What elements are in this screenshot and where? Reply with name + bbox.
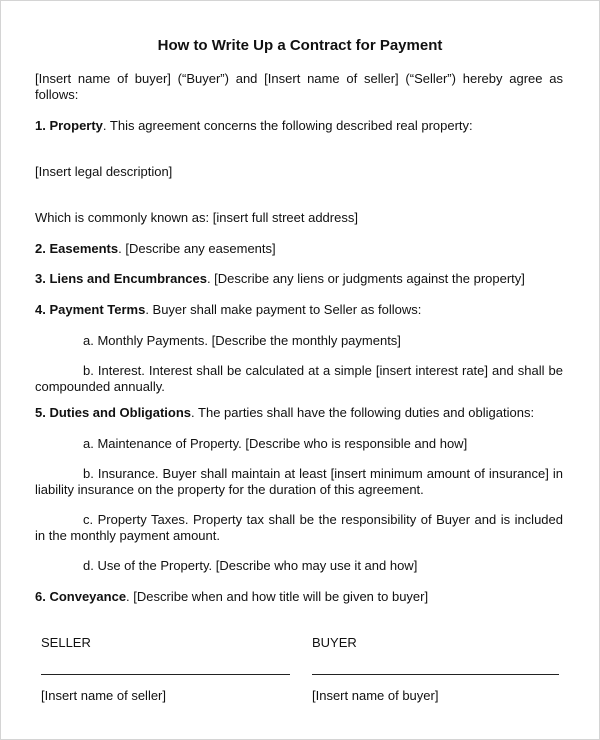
subsection-text: c. Property Taxes. Property tax shall be the responsibility of Buyer and is included in the monthly payment amount. — [35, 512, 563, 543]
subsection-monthly-payments — [35, 333, 563, 349]
document-title: How to Write Up a Contract for Payment — [157, 37, 443, 54]
section-text: . This agreement concerns the following described real property: — [102, 118, 473, 133]
section-text: . Buyer shall make payment to Seller as follows: — [145, 302, 422, 317]
section-text: . [Describe when and how title will be given to buyer] — [126, 589, 429, 604]
section-payment-terms — [35, 302, 563, 318]
section-text: . [Describe any easements] — [118, 241, 276, 256]
section-text: . [Describe any liens or judgments against the property] — [206, 271, 525, 286]
street-address-line: Which is commonly known as: [insert full street address] — [35, 210, 358, 225]
seller-name: [Insert name of seller] — [41, 688, 166, 703]
subsection-text: a. Maintenance of Property. [Describe who is responsible and how] — [83, 436, 468, 451]
subsection-text: d. Use of the Property. [Describe who may use it and how] — [83, 558, 418, 573]
section-conveyance — [35, 589, 563, 605]
section-heading: 5. Duties and Obligations — [35, 405, 192, 420]
section-property — [35, 118, 563, 134]
subsection-text: a. Monthly Payments. [Describe the monthly payments] — [83, 333, 401, 348]
subsection-text: b. Interest. Interest shall be calculated at a simple [insert interest rate] and shall be compounded annually. — [35, 363, 563, 394]
section-text: . The parties shall have the following duties and obligations: — [191, 405, 535, 420]
buyer-name: [Insert name of buyer] — [312, 688, 439, 703]
section-liens — [35, 271, 563, 287]
section-duties — [35, 405, 563, 421]
buyer-signature-line — [312, 674, 559, 675]
section-heading: 6. Conveyance — [35, 589, 127, 604]
section-heading: 4. Payment Terms — [35, 302, 146, 317]
section-heading: 2. Easements — [35, 241, 119, 256]
section-easements — [35, 241, 563, 257]
buyer-label: BUYER — [312, 635, 357, 650]
seller-label: SELLER — [41, 635, 91, 650]
subsection-property-taxes — [35, 512, 563, 544]
section-heading: 3. Liens and Encumbrances — [35, 271, 207, 286]
legal-description: [Insert legal description] — [35, 164, 173, 179]
subsection-maintenance — [35, 436, 563, 452]
subsection-use-of-property — [35, 558, 563, 574]
seller-signature-line — [41, 674, 290, 675]
subsection-text: b. Insurance. Buyer shall maintain at least [insert minimum amount of insurance] in liability insurance on the property for the duration of this agreement. — [35, 466, 563, 497]
subsection-interest — [35, 363, 563, 395]
subsection-insurance — [35, 466, 563, 498]
section-heading: 1. Property — [35, 118, 103, 133]
intro-paragraph: [Insert name of buyer] (“Buyer”) and [Insert name of seller] (“Seller”) hereby agree as follows: — [35, 71, 563, 102]
